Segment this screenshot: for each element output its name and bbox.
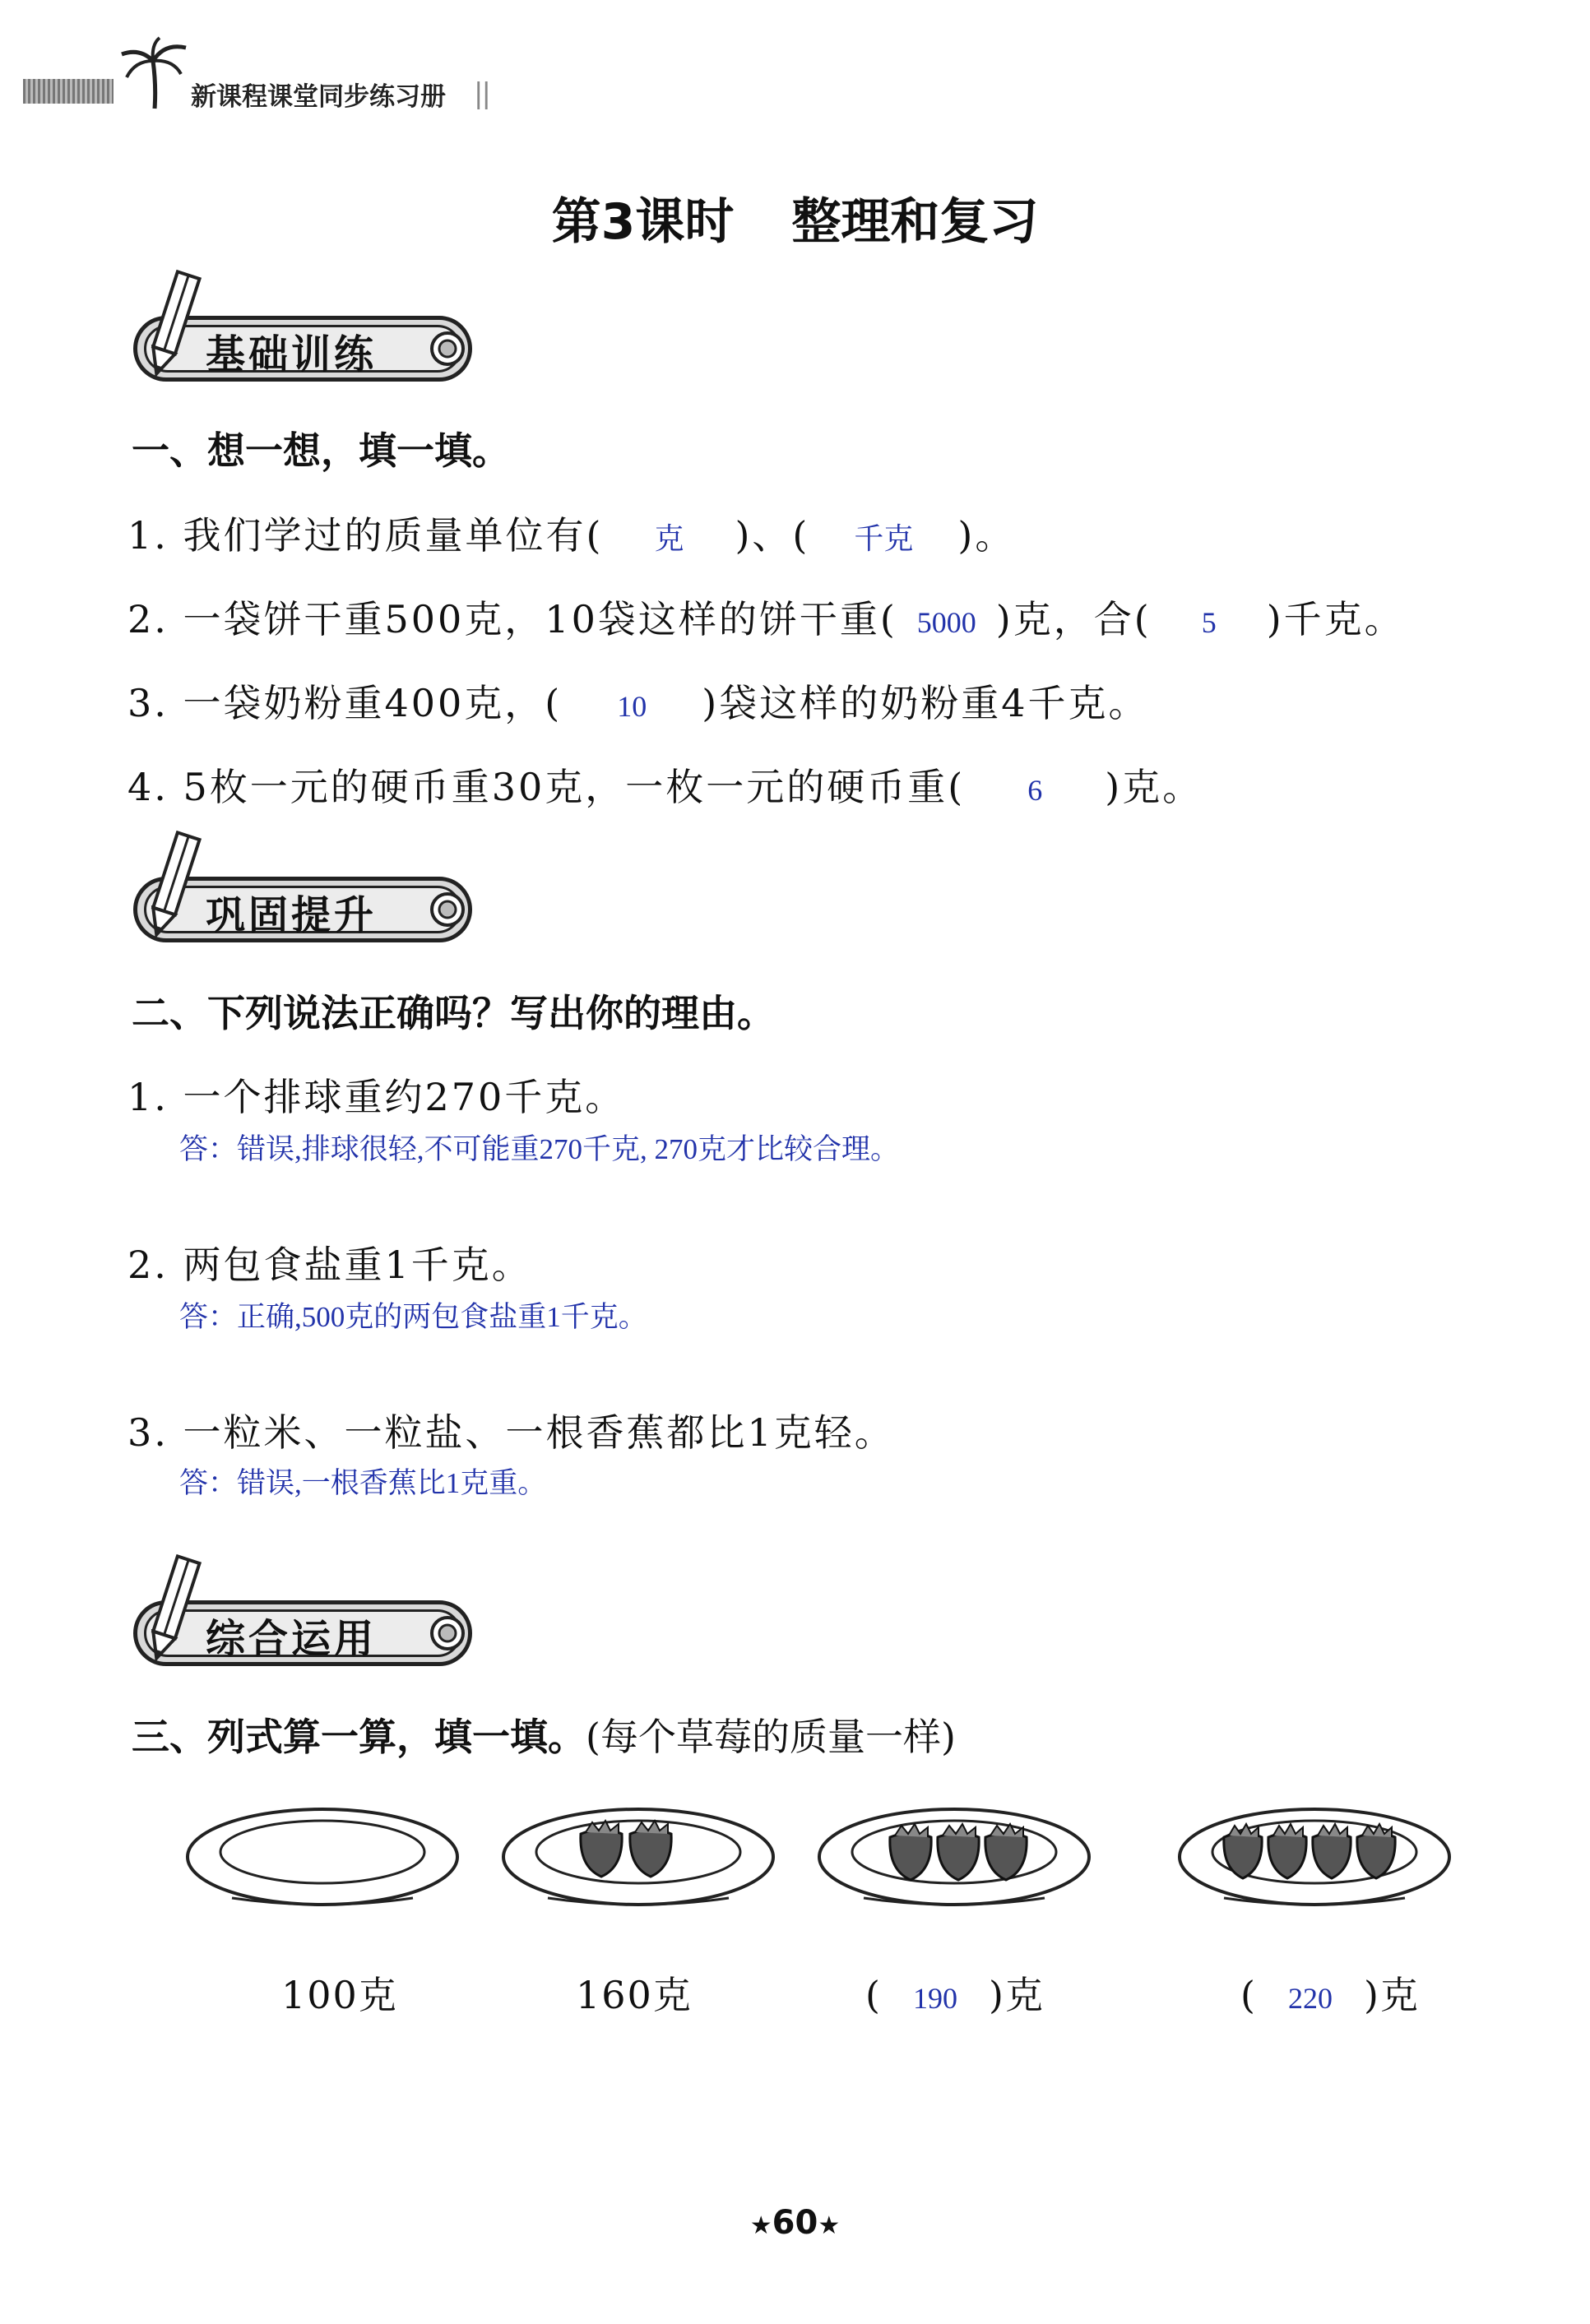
ring-icon bbox=[429, 1615, 466, 1651]
pencil-icon bbox=[137, 1551, 211, 1666]
answer-blank: 5000 bbox=[916, 606, 976, 639]
plate-four-strawberries bbox=[1175, 1801, 1454, 1924]
header-decoration-bar bbox=[23, 79, 114, 104]
book-title: 新课程课堂同步练习册 bbox=[191, 82, 446, 112]
statement-2-3: 3. 一粒米、一粒盐、一根香蕉都比1克轻。 bbox=[127, 1410, 895, 1455]
plate4-weight: ( 220 )克 bbox=[1240, 1973, 1420, 2017]
plate1-weight: 100克 bbox=[281, 1973, 398, 2017]
question-1-2: 2. 一袋饼干重500克，10袋这样的饼干重( 5000 )克，合( 5 )千克。 bbox=[127, 597, 1405, 641]
plate-two-strawberries bbox=[498, 1801, 778, 1924]
plate3-weight: ( 190 )克 bbox=[865, 1973, 1045, 2017]
star-icon: ★ bbox=[818, 2211, 841, 2240]
plate2-weight: 160克 bbox=[576, 1973, 693, 2017]
badge-basic-training bbox=[123, 304, 477, 387]
badge-consolidate bbox=[123, 865, 477, 947]
badge-label: 综合运用 bbox=[206, 1616, 378, 1662]
reason-2-3: 答：错误,一根香蕉比1克重。 bbox=[179, 1467, 547, 1499]
badge-label: 基础训练 bbox=[206, 331, 378, 377]
pencil-icon bbox=[137, 266, 211, 382]
lesson-topic: 整理和复习 bbox=[791, 193, 1039, 251]
ring-icon bbox=[429, 331, 466, 367]
page-number: ★60★ bbox=[749, 2204, 841, 2242]
section1-heading: 一、想一想，填一填。 bbox=[132, 428, 510, 473]
question-1-3: 3. 一袋奶粉重400克，( 10 )袋这样的奶粉重4千克。 bbox=[127, 681, 1149, 725]
section3-heading: 三、列式算一算，填一填。(每个草莓的质量一样) bbox=[132, 1715, 956, 1759]
reason-2-1: 答：错误,排球很轻,不可能重270千克, 270克才比较合理。 bbox=[179, 1133, 900, 1165]
lesson-title bbox=[0, 183, 1590, 253]
ring-icon bbox=[429, 891, 466, 928]
section2-heading: 二、下列说法正确吗？写出你的理由。 bbox=[132, 991, 775, 1035]
answer-blank: 克 bbox=[654, 522, 684, 555]
answer-blank: 5 bbox=[1201, 606, 1217, 639]
badge-apply bbox=[123, 1589, 477, 1671]
answer-blank: 千克 bbox=[854, 522, 914, 555]
answer-blank: 6 bbox=[1027, 774, 1043, 807]
lesson-number: 第3课时 bbox=[551, 193, 735, 251]
answer-blank: 190 bbox=[912, 1982, 957, 2015]
reason-2-2: 答：正确,500克的两包食盐重1千克。 bbox=[179, 1301, 647, 1333]
statement-2-1: 1. 一个排球重约270千克。 bbox=[127, 1075, 626, 1119]
answer-blank: 10 bbox=[617, 690, 647, 723]
palm-tree-icon bbox=[115, 36, 197, 110]
badge-label: 巩固提升 bbox=[206, 892, 378, 938]
plate-three-strawberries bbox=[814, 1801, 1094, 1924]
header-end-strokes: || bbox=[474, 77, 489, 110]
question-1-1: 1. 我们学过的质量单位有( 克 )、( 千克 )。 bbox=[127, 513, 1016, 558]
pencil-icon bbox=[137, 827, 211, 942]
answer-blank: 220 bbox=[1287, 1982, 1333, 2015]
question-1-4: 4. 5枚一元的硬币重30克，一枚一元的硬币重( 6 )克。 bbox=[127, 765, 1203, 809]
plate-empty bbox=[183, 1801, 462, 1924]
star-icon: ★ bbox=[749, 2211, 772, 2240]
statement-2-2: 2. 两包食盐重1千克。 bbox=[127, 1243, 532, 1287]
